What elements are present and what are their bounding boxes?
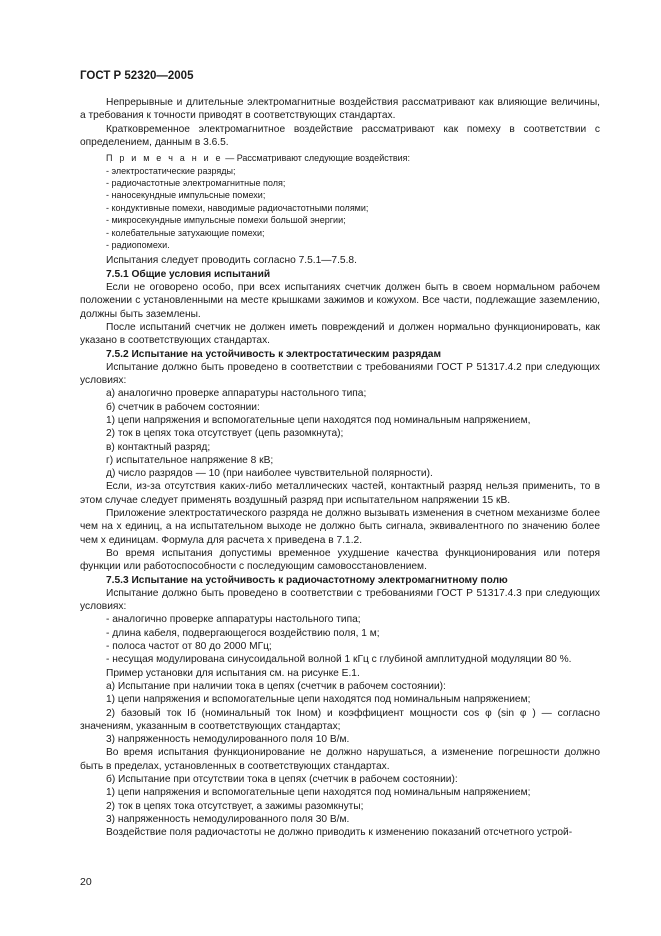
section-heading-7-5-3: 7.5.3 Испытание на устойчивость к радиочастотному электромагнитному полю	[106, 574, 508, 586]
document-body	[80, 96, 600, 840]
list-item: б) счетчик в рабочем состоянии:	[106, 401, 260, 413]
list-item: 2) ток в цепях тока отсутствует (цепь разомкнута);	[106, 428, 344, 440]
list-item: а) Испытание при наличии тока в цепях (счетчик в рабочем состоянии):	[106, 680, 446, 692]
list-item: 3) напряженность немодулированного поля 10 В/м.	[106, 734, 350, 746]
list-item: - полоса частот от 80 до 2000 МГц;	[106, 641, 272, 653]
section-heading-7-5-1: 7.5.1 Общие условия испытаний	[106, 268, 271, 280]
paragraph: После испытаний счетчик не должен иметь повреждений и должен нормально функционировать, как указано в соответствующих стандартах.	[80, 321, 600, 347]
list-item: 2) ток в цепях тока отсутствует, а зажимы разомкнуты;	[106, 800, 364, 812]
list-item: 1) цепи напряжения и вспомогательные цепи находятся под номинальным напряжением;	[106, 787, 531, 799]
list-item: д) число разрядов — 10 (при наиболее чувствительной полярности).	[106, 468, 433, 480]
note-item: - радиочастотные электромагнитные поля;	[106, 178, 286, 188]
note-label: П р и м е ч а н и е	[106, 153, 223, 164]
document-header: ГОСТ Р 52320—2005	[80, 70, 194, 82]
page-number: 20	[80, 876, 92, 888]
list-item: 3) напряженность немодулированного поля 30 В/м.	[106, 813, 350, 825]
paragraph: Приложение электростатического разряда не должно вызывать изменения в счетном механизме более чем на x единиц, а на испытательном выходе не должно быть сигнала, эквивалентного по значению более чем x единицам. Формула для расчета x приведена в 7.1.2.	[80, 508, 600, 546]
list-item: - несущая модулирована синусоидальной волной 1 кГц с глубиной амплитудной модуляции 80 %.	[106, 654, 572, 666]
paragraph: Непрерывные и длительные электромагнитные воздействия рассматривают как влияющие величины, а требования к точности приводят в соответствующих стандартах.	[80, 97, 600, 122]
paragraph: Воздействие поля радиочастоты не должно приводить к изменению показаний отсчетного устрой-	[106, 827, 573, 839]
note-item: - кондуктивные помехи, наводимые радиочастотными полями;	[106, 202, 369, 213]
paragraph: Кратковременное электромагнитное воздействие рассматривают как помеху в соответствии с определением, данным в 3.6.5.	[80, 123, 600, 148]
list-item: б) Испытание при отсутствии тока в цепях (счетчик в рабочем состоянии):	[106, 774, 458, 786]
list-item: г) испытательное напряжение 8 кВ;	[106, 454, 274, 466]
list-item: 1) цепи напряжения и вспомогательные цепи находятся под номинальным напряжением;	[106, 694, 531, 706]
list-item: 1) цепи напряжения и вспомогательные цепи находятся под номинальным напряжением,	[106, 415, 531, 426]
paragraph: Испытание должно быть проведено в соответствии с требованиями ГОСТ Р 51317.4.2 при следующих условиях:	[80, 361, 600, 387]
note-text: — Рассматривают следующие воздействия:	[222, 153, 411, 164]
paragraph: Во время испытания допустимы временное ухудшение качества функционирования или потеря функции или работоспособности с последующим самовосстановлением.	[80, 547, 600, 573]
list-item: - аналогично проверке аппаратуры настольного типа;	[106, 614, 361, 626]
note-item: - колебательные затухающие помехи;	[106, 227, 265, 238]
list-item: в) контактный разряд;	[106, 441, 211, 453]
paragraph: Испытание должно быть проведено в соответствии с требованиями ГОСТ Р 51317.4.3 при следующих условиях:	[80, 587, 600, 613]
paragraph: Если не оговорено особо, при всех испытаниях счетчик должен быть в своем нормальном рабочем положении с установленными на месте крышками зажимов и кожухом. Все части, подлежащие заземлению, должны быть заземлены.	[80, 282, 600, 320]
paragraph: Во время испытания функционирование не должно нарушаться, а изменение погрешности должно быть в пределах, установленных в соответствующих стандартах.	[80, 747, 600, 772]
paragraph: Испытания следует проводить согласно 7.5.1—7.5.8.	[106, 255, 357, 267]
note-item: - радиопомехи.	[106, 240, 170, 251]
note	[80, 152, 600, 251]
list-item: - длина кабеля, подвергающегося воздействию поля, 1 м;	[106, 627, 380, 639]
section-heading-7-5-2: 7.5.2 Испытание на устойчивость к электростатическим разрядам	[106, 348, 442, 360]
note-item: - наносекундные импульсные помехи;	[106, 190, 266, 201]
paragraph: 2) базовый ток Iб (номинальный ток Iном) и коэффициент мощности cos φ (sin φ ) — согласно значениям, указанным в соответствующих стандартах;	[80, 707, 600, 732]
note-item: - микросекундные импульсные помехи большой энергии;	[106, 215, 346, 226]
list-item: Пример установки для испытания см. на рисунке Е.1.	[106, 667, 360, 679]
list-item: а) аналогично проверке аппаратуры настольного типа;	[106, 388, 367, 400]
paragraph: Если, из-за отсутствия каких-либо металлических частей, контактный разряд нельзя применить, то в этом случае следует применять воздушный разряд при испытательном напряжении 15 кВ.	[80, 481, 600, 506]
note-item: - электростатические разряды;	[106, 165, 236, 176]
